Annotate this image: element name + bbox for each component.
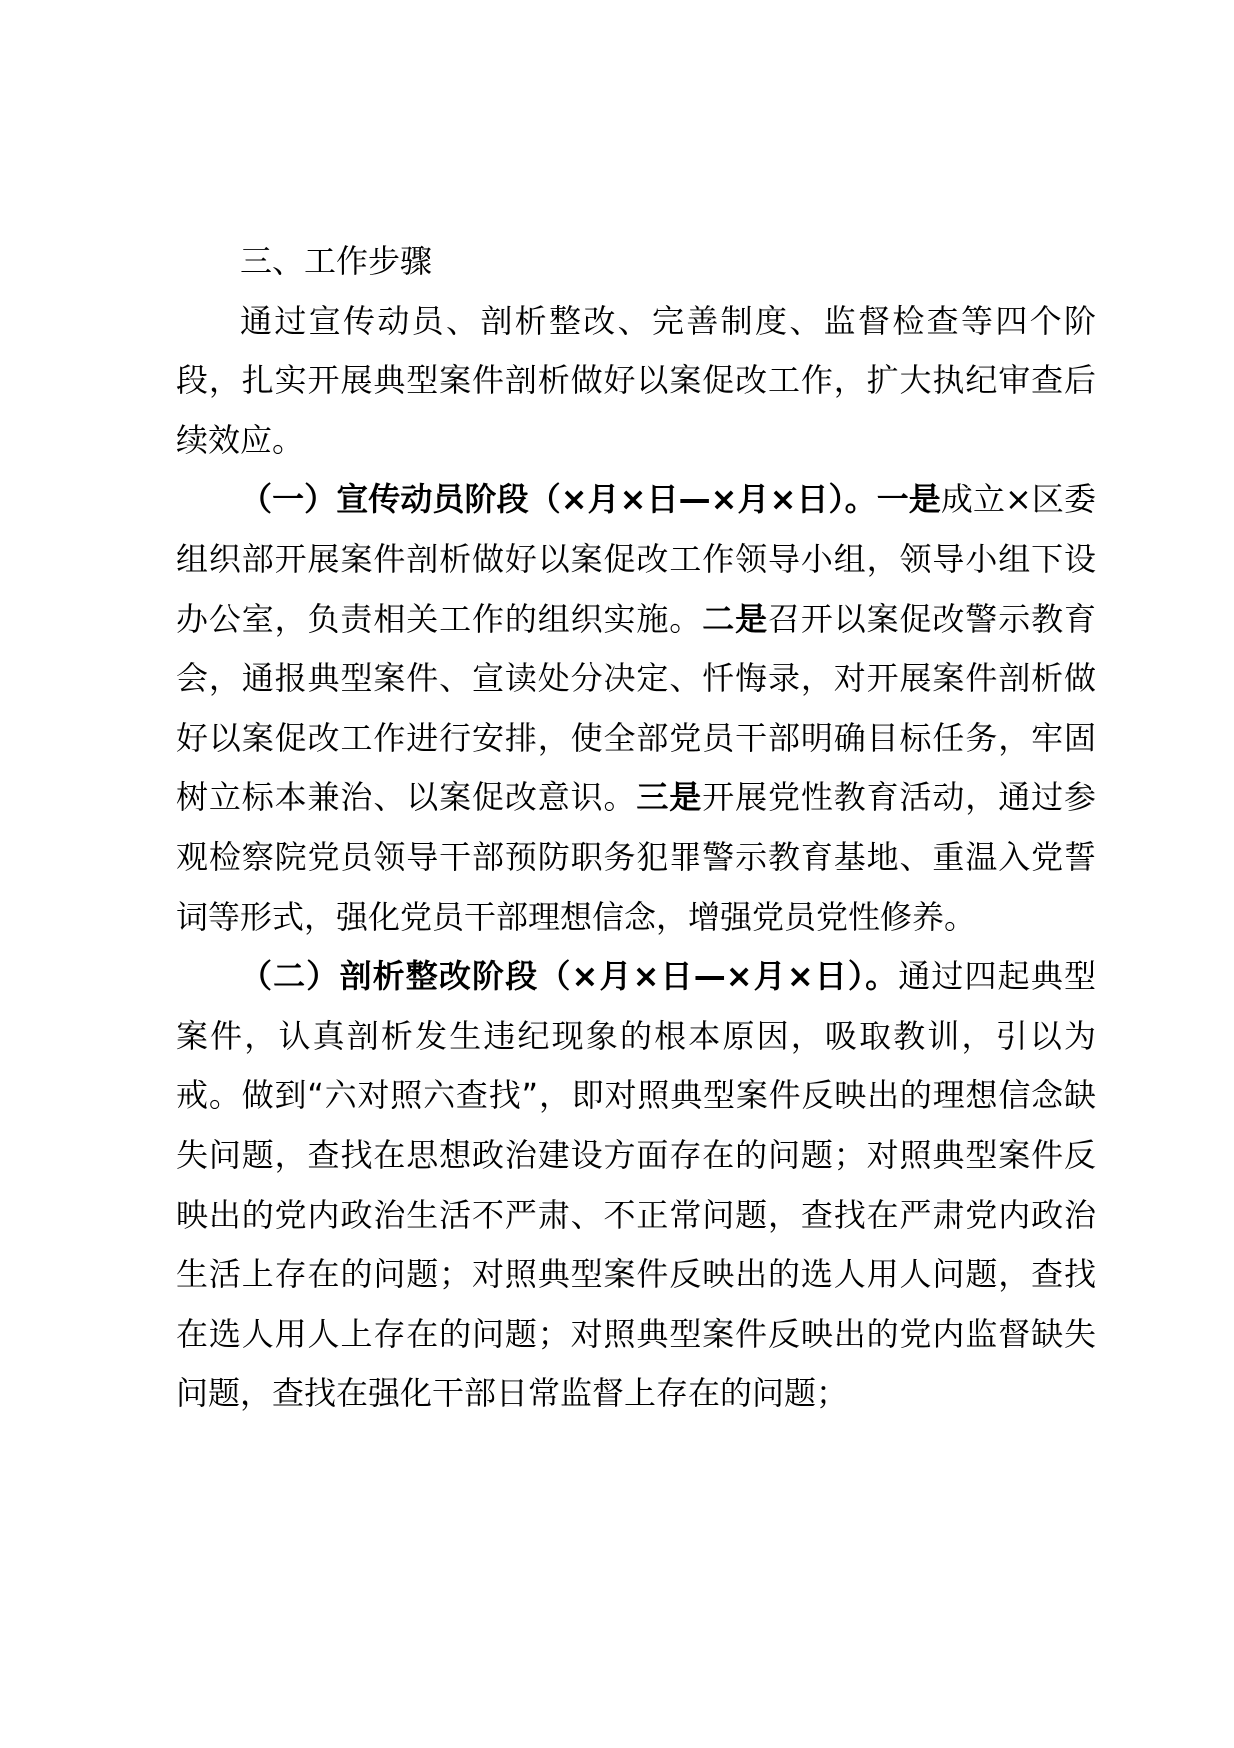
stage1-item2-text: 召开以案促改警示教育会，通报典型案件、宣读处分决定、忏悔录，对开展案件剖析做好以案促改工作进行安排，使全部党员干部明确目标任务，牢固树立标本兼治、以案促改意识。 [176, 599, 1096, 817]
document-body [176, 232, 1096, 1424]
section-heading: 三、工作步骤 [240, 242, 433, 280]
stage1-item1-label: 一是 [876, 480, 941, 519]
stage1-item3-text: 开展党性教育活动，通过参观检察院党员领导干部预防职务犯罪警示教育基地、重温入党誓词等形式，强化党员干部理想信念，增强党员党性修养。 [176, 778, 1096, 936]
stage2-text: 通过四起典型案件，认真剖析发生违纪现象的根本原因，吸取教训，引以为戒。做到“六对照六查找”，即对照典型案件反映出的理想信念缺失问题，查找在思想政治建设方面存在的问题；对照典型案件反映出的党内政治生活不严肃、不正常问题，查找在严肃党内政治生活上存在的问题；对照典型案件反映出的选人用人问题，查找在选人用人上存在的问题；对照典型案件反映出的党内监督缺失问题，查找在强化干部日常监督上存在的问题； [176, 957, 1096, 1413]
section-intro: 通过宣传动员、剖析整改、完善制度、监督检查等四个阶段，扎实开展典型案件剖析做好以案促改工作，扩大执纪审查后续效应。 [176, 301, 1096, 459]
stage2-title: （二）剖析整改阶段（×月×日—×月×日）。 [240, 957, 899, 996]
stage1-paragraph [176, 470, 1096, 947]
stage1-item2-label: 二是 [702, 599, 768, 638]
stage2-paragraph [176, 947, 1096, 1424]
stage1-title: （一）宣传动员阶段（×月×日—×月×日）。 [240, 480, 877, 519]
stage1-item3-label: 三是 [636, 778, 703, 817]
stage1-item1-text: 成立×区委组织部开展案件剖析做好以案促改工作领导小组，领导小组下设办公室，负责相关工作的组织实施。 [176, 480, 1096, 638]
